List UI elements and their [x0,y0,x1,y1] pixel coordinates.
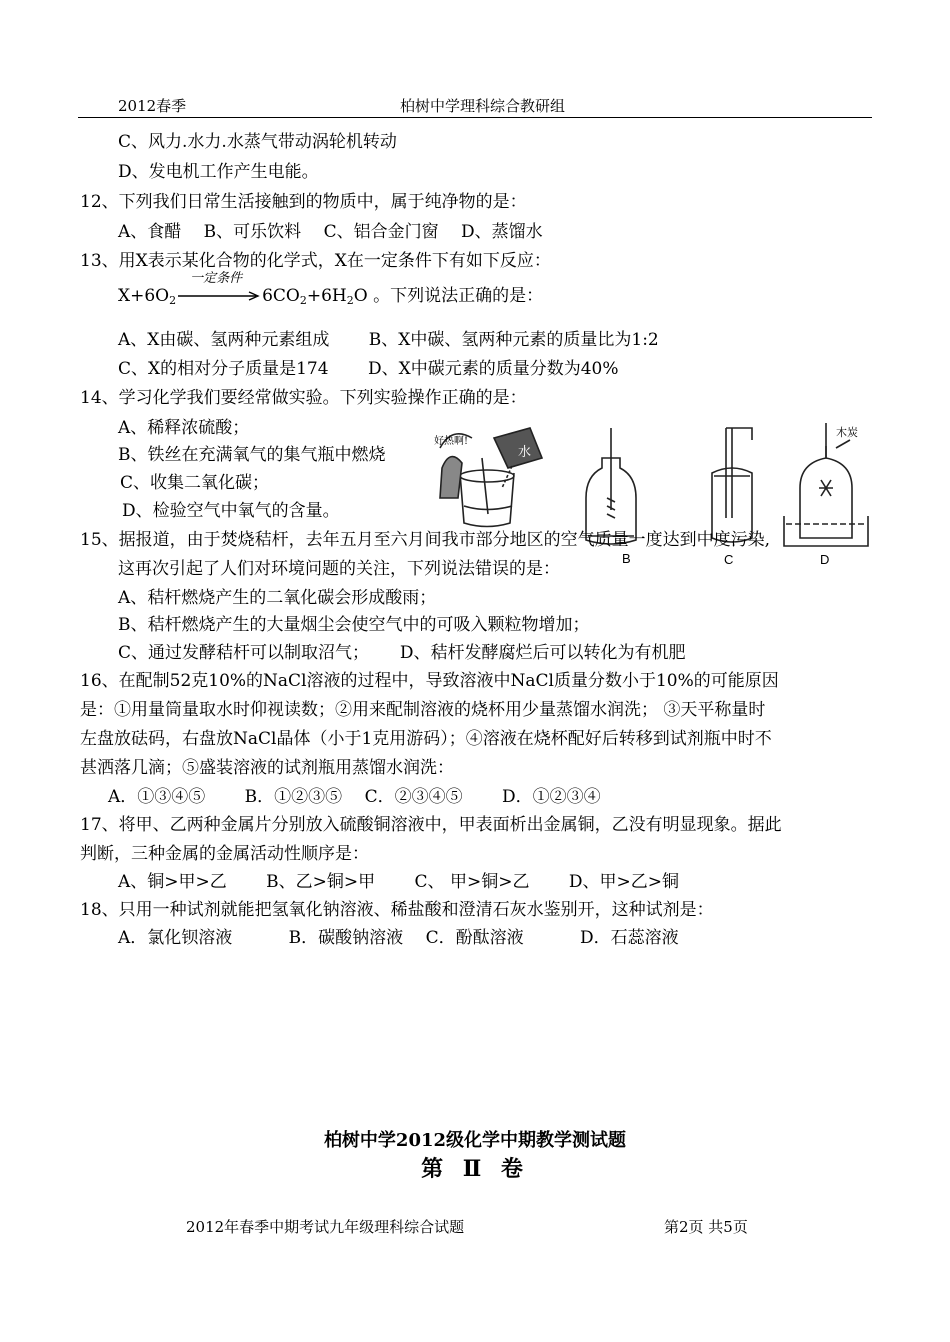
eq-tail: 。下列说法正确的是： [373,286,544,306]
figure-label-water: 水 [518,445,532,460]
option-d-line: D、发电机工作产生电能。 [118,162,319,182]
header-center: 柏树中学理科综合教研组 [400,97,566,115]
question-15: 15、据报道，由于焚烧秸杆，去年五月至六月间我市部分地区的空气质量一度达到中度污染, [80,530,771,550]
question-15-continued: 这再次引起了人们对环境问题的关注，下列说法错误的是： [118,559,560,579]
question-12-options: A、食醋 B、可乐饮料 C、铝合金门窗 D、蒸馏水 [118,222,543,242]
eq-r2: +6H [306,286,347,306]
question-14: 14、学习化学我们要经常做实验。下列实验操作正确的是： [80,388,527,408]
question-14-d: D、检验空气中氧气的含量。 [122,501,340,521]
question-12: 12、下列我们日常生活接触到的物质中，属于纯净物的是： [80,192,527,212]
question-18: 18、只用一种试剂就能把氢氧化钠溶液、稀盐酸和澄清石灰水鉴别开，这种试剂是： [80,900,714,920]
eq-left: X+6O [118,286,170,306]
eq-sub-2: 2 [299,294,307,307]
question-18-options: A．氯化钡溶液 B．碳酸钠溶液 C．酚酞溶液 D．石蕊溶液 [118,928,679,948]
option-c-line: C、风力.水力.水蒸气带动涡轮机转动 [118,132,397,152]
figure-label-b: B [622,551,631,566]
eq-sub-1: 2 [169,294,177,307]
header-rule [78,117,872,118]
question-14-c: C、收集二氧化碳； [120,473,270,493]
question-16-line-3: 左盘放砝码，右盘放NaCl晶体（小于1克用游码）；④溶液在烧杯配好后转移到试剂瓶中时不 [80,729,772,749]
reaction-equation [118,270,544,307]
question-13: 13、用X表示某化合物的化学式，X在一定条件下有如下反应： [80,251,551,271]
page-number: 第2页 共5页 [664,1218,748,1236]
question-16: 16、在配制52克10%的NaCl溶液的过程中，导致溶液中NaCl质量分数小于10%的可能原因 [80,671,779,691]
arrow-icon [176,287,262,307]
eq-r1: 6CO [262,286,300,306]
reaction-condition: 一定条件 [190,270,243,286]
question-17-line-2: 判断，三种金属的金属活动性顺序是： [80,844,369,864]
question-15-a: A、秸杆燃烧产生的二氧化碳会形成酸雨； [118,588,437,608]
question-17-options: A、铜>甲>乙 B、乙>铜>甲 C、 甲>铜>乙 D、甲>乙>铜 [118,872,679,892]
footer-left: 2012年春季中期考试九年级理科综合试题 [186,1218,465,1236]
figure-label-d: D [820,552,830,567]
question-13-options-cd: C、X的相对分子质量是174 D、X中碳元素的质量分数为40% [118,359,619,379]
question-14-a: A、稀释浓硫酸； [118,418,250,438]
question-15-cd: C、通过发酵秸杆可以制取沼气； D、秸杆发酵腐烂后可以转化为有机肥 [118,643,686,663]
question-17: 17、将甲、乙两种金属片分别放入硫酸铜溶液中，甲表面析出金属铜，乙没有明显现象。据此 [80,815,782,835]
question-16-options: A．①③④⑤ B．①②③⑤ C．②③④⑤ D．①②③④ [108,787,601,807]
question-16-line-4: 甚洒落几滴；⑤盛装溶液的试剂瓶用蒸馏水润洗： [80,758,454,778]
volume-title: 第 Ⅱ 卷 [421,1156,529,1182]
figure-label-c: C [724,552,734,567]
eq-sub-3: 2 [346,294,354,307]
question-15-b: B、秸杆燃烧产生的大量烟尘会使空气中的可吸入颗粒物增加； [118,615,590,635]
exam-title: 柏树中学2012级化学中期教学测试题 [323,1130,627,1151]
eq-r3: O [353,286,368,306]
question-13-options-ab: A、X由碳、氢两种元素组成 B、X中碳、氢两种元素的质量比为1:2 [118,330,659,350]
reaction-arrow [176,270,262,307]
figure-label-hot: 好热啊! [434,436,469,447]
header-left: 2012春季 [118,97,187,115]
figure-label-carbon: 木炭 [836,426,858,439]
question-14-b: B、铁丝在充满氧气的集气瓶中燃烧 [118,445,386,465]
question-16-line-2: 是：①用量筒量取水时仰视读数；②用来配制溶液的烧杯用少量蒸馏水润洗； ③天平称量时 [80,700,766,720]
